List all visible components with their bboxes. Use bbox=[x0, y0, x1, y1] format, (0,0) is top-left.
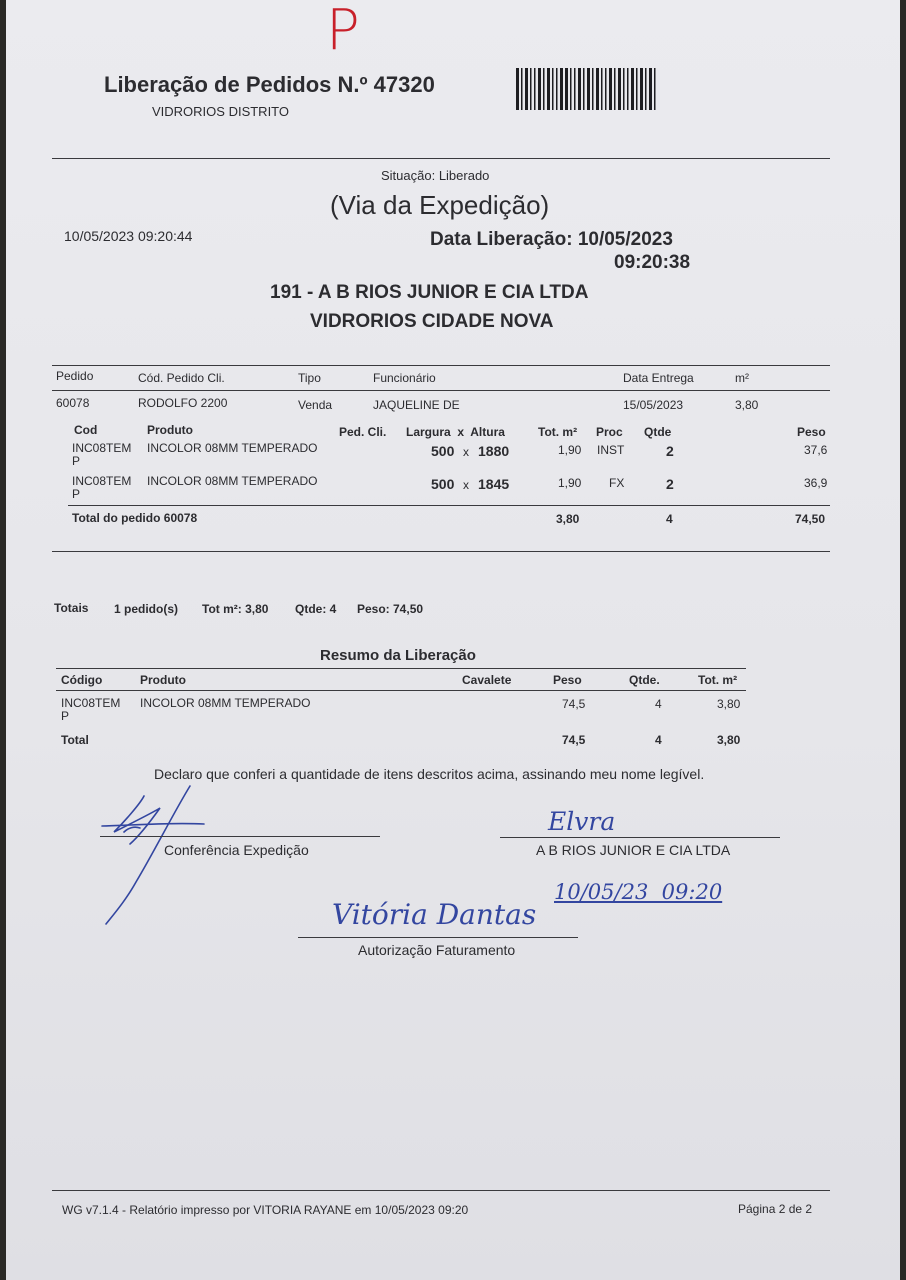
summary-col-produto: Produto bbox=[140, 673, 186, 687]
page-number: Página 2 de 2 bbox=[738, 1202, 813, 1216]
order-type: Venda bbox=[298, 398, 333, 412]
item-weight: 36,9 bbox=[804, 476, 828, 490]
order-m2: 3,80 bbox=[735, 398, 759, 412]
item-product: INCOLOR 08MM TEMPERADO bbox=[147, 474, 318, 488]
summary-total-m2: 3,80 bbox=[717, 733, 741, 747]
items-col-peso: Peso bbox=[797, 425, 826, 439]
col-pedido: Pedido bbox=[56, 369, 94, 383]
company-name: VIDRORIOS DISTRITO bbox=[152, 104, 289, 119]
col-funcionario: Funcionário bbox=[373, 371, 436, 385]
summary-col-tot-m2: Tot. m² bbox=[698, 673, 738, 687]
summary-m2: 3,80 bbox=[717, 697, 741, 711]
items-col-qtde: Qtde bbox=[644, 425, 672, 439]
col-tipo: Tipo bbox=[298, 371, 321, 385]
item-m2: 1,90 bbox=[558, 476, 582, 490]
summary-product: INCOLOR 08MM TEMPERADO bbox=[140, 696, 311, 710]
item-qty: 2 bbox=[666, 443, 674, 459]
items-col-produto: Produto bbox=[147, 423, 193, 437]
summary-total-weight: 74,5 bbox=[562, 733, 586, 747]
totals-m2: Tot m²: 3,80 bbox=[202, 602, 269, 616]
summary-col-peso: Peso bbox=[553, 673, 582, 687]
authorization-signature: Vitória Dantas bbox=[332, 898, 537, 931]
conference-signature-line bbox=[100, 836, 380, 837]
client-label: A B RIOS JUNIOR E CIA LTDA bbox=[536, 842, 731, 858]
client-signature: Elvra bbox=[548, 807, 616, 836]
items-col-largura-altura: Largura x Altura bbox=[406, 425, 505, 439]
order-total-label: Total do pedido 60078 bbox=[72, 511, 198, 525]
footer-print-info: WG v7.1.4 - Relatório impresso por VITORIA RAYANE em 10/05/2023 09:20 bbox=[62, 1203, 469, 1217]
release-date: Data Liberação: 10/05/2023 bbox=[430, 229, 673, 250]
summary-code: INC08TEM bbox=[61, 696, 121, 710]
header-divider bbox=[52, 158, 830, 159]
order-table-top-rule bbox=[52, 365, 830, 366]
authorization-signature-line bbox=[298, 937, 578, 938]
declaration-text: Declaro que conferi a quantidade de itens descritos acima, assinando meu nome legível. bbox=[154, 766, 705, 782]
handwritten-p-mark: P bbox=[326, 0, 360, 63]
items-col-cod: Cod bbox=[74, 423, 98, 437]
item-proc: FX bbox=[609, 476, 625, 490]
handwritten-date: 10/05/23 09:20 bbox=[554, 880, 723, 904]
client-signature-line bbox=[500, 837, 780, 838]
item-code-wrap: P bbox=[72, 454, 81, 468]
item-width: 500 bbox=[431, 443, 455, 459]
order-total-rule bbox=[68, 505, 830, 506]
item-x: x bbox=[463, 478, 469, 492]
summary-total-label: Total bbox=[61, 733, 89, 747]
totals-qty: Qtde: 4 bbox=[295, 602, 337, 616]
item-proc: INST bbox=[597, 443, 625, 457]
report-title: Liberação de Pedidos N.º 47320 bbox=[104, 72, 435, 97]
item-product: INCOLOR 08MM TEMPERADO bbox=[147, 441, 318, 455]
summary-qty: 4 bbox=[655, 697, 662, 711]
item-code: INC08TEM bbox=[72, 441, 132, 455]
order-employee: JAQUELINE DE bbox=[373, 398, 460, 412]
order-total-m2: 3,80 bbox=[556, 512, 580, 526]
customer-name: 191 - A B RIOS JUNIOR E CIA LTDA bbox=[270, 282, 589, 303]
item-code: INC08TEM bbox=[72, 474, 132, 488]
order-table-header-rule bbox=[52, 390, 830, 391]
item-weight: 37,6 bbox=[804, 443, 828, 457]
item-qty: 2 bbox=[666, 476, 674, 492]
item-height: 1880 bbox=[478, 443, 510, 459]
printed-at: 10/05/2023 09:20:44 bbox=[64, 228, 193, 244]
summary-code-wrap: P bbox=[61, 709, 70, 723]
authorization-label: Autorização Faturamento bbox=[358, 942, 516, 958]
order-total-weight: 74,50 bbox=[795, 512, 826, 526]
totals-label: Totais bbox=[54, 601, 89, 615]
col-m2: m² bbox=[735, 371, 749, 385]
copy-label: (Via da Expedição) bbox=[330, 190, 550, 220]
report-page bbox=[6, 0, 900, 1280]
conference-label: Conferência Expedição bbox=[164, 842, 309, 858]
item-code-wrap: P bbox=[72, 487, 81, 501]
item-x: x bbox=[463, 445, 469, 459]
items-col-ped-cli: Ped. Cli. bbox=[339, 425, 387, 439]
totals-orders: 1 pedido(s) bbox=[114, 602, 179, 616]
barcode bbox=[516, 68, 656, 110]
summary-weight: 74,5 bbox=[562, 697, 586, 711]
col-cod-pedido-cli: Cód. Pedido Cli. bbox=[138, 371, 225, 385]
totals-weight: Peso: 74,50 bbox=[357, 602, 424, 616]
summary-col-cavalete: Cavalete bbox=[462, 673, 512, 687]
col-data-entrega: Data Entrega bbox=[623, 371, 694, 385]
item-width: 500 bbox=[431, 476, 455, 492]
order-section-bottom-rule bbox=[52, 551, 830, 552]
order-number: 60078 bbox=[56, 396, 90, 410]
customer-store: VIDRORIOS CIDADE NOVA bbox=[310, 311, 554, 332]
order-total-qty: 4 bbox=[666, 512, 673, 526]
release-time: 09:20:38 bbox=[614, 252, 691, 273]
order-client-code: RODOLFO 2200 bbox=[138, 396, 228, 410]
summary-top-rule bbox=[56, 668, 746, 669]
items-col-proc: Proc bbox=[596, 425, 623, 439]
items-col-tot-m2: Tot. m² bbox=[538, 425, 578, 439]
summary-col-qtde: Qtde. bbox=[629, 673, 660, 687]
summary-header-rule bbox=[56, 690, 746, 691]
item-m2: 1,90 bbox=[558, 443, 582, 457]
summary-title: Resumo da Liberação bbox=[320, 647, 476, 664]
summary-total-qty: 4 bbox=[655, 733, 662, 747]
status-text: Situação: Liberado bbox=[381, 168, 490, 183]
order-delivery-date: 15/05/2023 bbox=[623, 398, 684, 412]
item-height: 1845 bbox=[478, 476, 510, 492]
footer-rule bbox=[52, 1190, 830, 1191]
summary-col-codigo: Código bbox=[61, 673, 103, 687]
